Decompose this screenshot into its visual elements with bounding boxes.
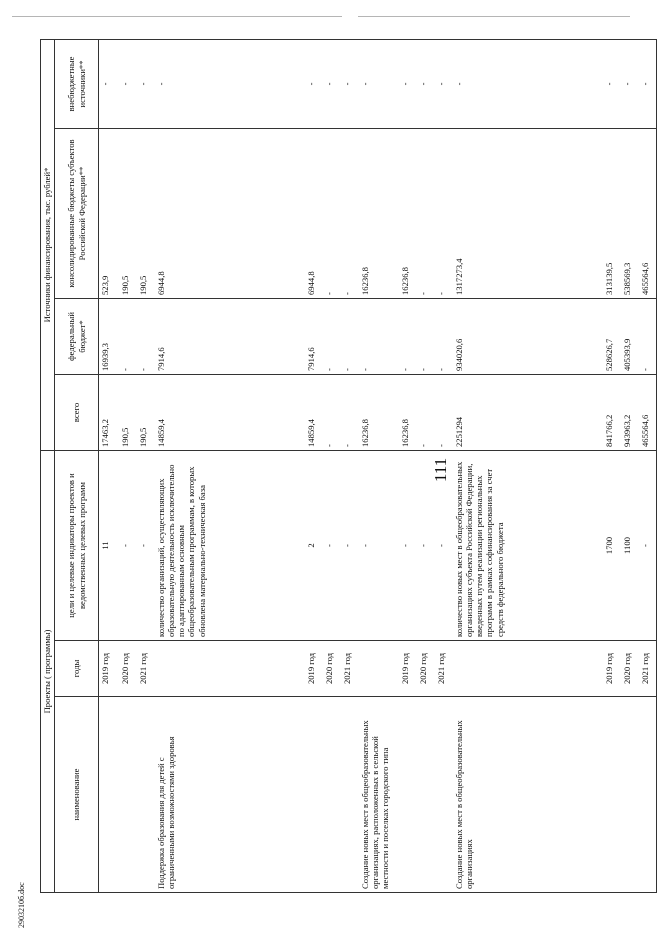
col-federal-header: федеральный бюджет*	[55, 298, 99, 374]
row-year	[359, 641, 399, 697]
row-year: 2021 год	[341, 641, 359, 697]
col-regional-header: консолидированные бюджеты субъектов Российской Федерации**	[55, 128, 99, 298]
projects-group-header: Проекты ( программы)	[41, 450, 55, 892]
row-extra: -	[603, 39, 621, 128]
row-total: 190,5	[119, 374, 137, 450]
row-total: 14859,4	[305, 374, 323, 450]
table-row	[119, 39, 137, 892]
row-year: 2019 год	[99, 641, 119, 697]
row-name: Создание новых мест в общеобразовательных организациях, расположенных в сельской местности и поселках городского типа	[359, 697, 399, 893]
row-total: 14859,4	[155, 374, 305, 450]
row-regional: 6944,8	[155, 128, 305, 298]
row-extra: -	[359, 39, 399, 128]
row-federal: -	[435, 298, 453, 374]
row-regional: -	[417, 128, 435, 298]
row-name	[323, 697, 341, 893]
row-extra: -	[435, 39, 453, 128]
row-federal: -	[417, 298, 435, 374]
top-rule-right	[358, 16, 630, 17]
row-goal: -	[435, 450, 453, 640]
row-total: 465564,6	[639, 374, 657, 450]
funding-table	[40, 39, 657, 893]
row-regional: 523,9	[99, 128, 119, 298]
row-federal: 528626,7	[603, 298, 621, 374]
table-row	[341, 39, 359, 892]
table-row	[639, 39, 657, 892]
table-body	[99, 39, 657, 892]
row-regional: 16236,8	[399, 128, 417, 298]
row-total: 17463,2	[99, 374, 119, 450]
row-regional: 538569,3	[621, 128, 639, 298]
row-name	[399, 697, 417, 893]
col-years-header: годы	[55, 641, 99, 697]
row-goal: 1100	[621, 450, 639, 640]
row-regional: 6944,8	[305, 128, 323, 298]
table-row	[399, 39, 417, 892]
row-federal: 7914,6	[305, 298, 323, 374]
row-name	[435, 697, 453, 893]
col-total-header: всего	[55, 374, 99, 450]
row-extra: -	[621, 39, 639, 128]
row-extra: -	[137, 39, 155, 128]
table-row	[453, 39, 603, 892]
row-extra: -	[323, 39, 341, 128]
row-federal: -	[359, 298, 399, 374]
table-row	[137, 39, 155, 892]
row-name	[639, 697, 657, 893]
row-total: 16236,8	[399, 374, 417, 450]
row-regional: 190,5	[137, 128, 155, 298]
row-name	[621, 697, 639, 893]
row-goal: -	[119, 450, 137, 640]
row-name	[341, 697, 359, 893]
row-goal: -	[399, 450, 417, 640]
row-regional: 465564,6	[639, 128, 657, 298]
row-federal: 16939,3	[99, 298, 119, 374]
page-number: 111	[431, 457, 450, 483]
row-year: 2019 год	[399, 641, 417, 697]
row-year: 2021 год	[435, 641, 453, 697]
row-extra: -	[305, 39, 323, 128]
row-total: 841766,2	[603, 374, 621, 450]
funding-group-header: Источники финансирования, тыс. рублей*	[41, 39, 55, 450]
row-total: -	[323, 374, 341, 450]
row-regional: -	[435, 128, 453, 298]
row-regional: 190,5	[119, 128, 137, 298]
row-goal: 1700	[603, 450, 621, 640]
table-row	[435, 39, 453, 892]
row-goal: -	[341, 450, 359, 640]
row-year: 2020 год	[119, 641, 137, 697]
row-name	[99, 697, 119, 893]
table-row	[621, 39, 639, 892]
row-federal: 7914,6	[155, 298, 305, 374]
table-row	[155, 39, 305, 892]
row-goal: -	[639, 450, 657, 640]
row-name	[305, 697, 323, 893]
row-total: -	[341, 374, 359, 450]
row-total: -	[435, 374, 453, 450]
col-name-header: наименование	[55, 697, 99, 893]
row-goal: -	[323, 450, 341, 640]
row-name	[417, 697, 435, 893]
row-name	[119, 697, 137, 893]
row-federal: -	[399, 298, 417, 374]
table-row	[359, 39, 399, 892]
row-extra: -	[639, 39, 657, 128]
row-total: 2251294	[453, 374, 603, 450]
row-federal: 934020,6	[453, 298, 603, 374]
row-name	[603, 697, 621, 893]
row-total: 190,5	[137, 374, 155, 450]
row-regional: 1317273,4	[453, 128, 603, 298]
row-extra: -	[119, 39, 137, 128]
row-year: 2021 год	[137, 641, 155, 697]
table-row	[417, 39, 435, 892]
table-row	[305, 39, 323, 892]
row-year: 2020 год	[323, 641, 341, 697]
row-goal: -	[359, 450, 399, 640]
row-name	[137, 697, 155, 893]
row-year: 2020 год	[417, 641, 435, 697]
row-federal: -	[341, 298, 359, 374]
row-total: 16236,8	[359, 374, 399, 450]
row-extra: -	[417, 39, 435, 128]
row-federal: 405393,9	[621, 298, 639, 374]
row-regional: -	[323, 128, 341, 298]
table-row	[603, 39, 621, 892]
row-year	[453, 641, 603, 697]
row-regional: -	[341, 128, 359, 298]
row-federal: -	[119, 298, 137, 374]
file-name-footer: 2903210б.doc	[17, 882, 26, 928]
rotated-table-wrapper	[40, 40, 650, 893]
row-extra: -	[99, 39, 119, 128]
row-goal: -	[137, 450, 155, 640]
row-extra: -	[453, 39, 603, 128]
row-goal: количество организаций, осуществляющих образовательную деятельность исключительно по адаптированным основным общеобразовательным программам, в которых обновлена материально-техническая база	[155, 450, 305, 640]
row-extra: -	[341, 39, 359, 128]
row-goal: количество новых мест в общеобразовательных организациях субъекта Российской Федерации, введенных путем реализации региональных программ в рамках софинансирования за счет средств федерального бюджета	[453, 450, 603, 640]
col-extra-header: внебюджетные источники**	[55, 39, 99, 128]
table-row	[323, 39, 341, 892]
col-goals-header: цели и целевые индикаторы проектов и ведомственных целевых программ	[55, 450, 99, 640]
row-federal: -	[137, 298, 155, 374]
row-year: 2019 год	[305, 641, 323, 697]
row-name: Поддержка образования для детей с ограниченными возможностями здоровья	[155, 697, 305, 893]
row-extra: -	[155, 39, 305, 128]
row-federal: -	[323, 298, 341, 374]
row-year: 2020 год	[621, 641, 639, 697]
row-total: -	[417, 374, 435, 450]
row-year: 2021 год	[639, 641, 657, 697]
row-name: Создание новых мест в общеобразовательных организациях	[453, 697, 603, 893]
row-goal: 2	[305, 450, 323, 640]
row-year	[155, 641, 305, 697]
row-goal: 11	[99, 450, 119, 640]
row-year: 2019 год	[603, 641, 621, 697]
row-regional: 313139,5	[603, 128, 621, 298]
table-row	[99, 39, 119, 892]
row-total: 943963,2	[621, 374, 639, 450]
row-regional: 16236,8	[359, 128, 399, 298]
row-federal: -	[639, 298, 657, 374]
top-rule-left	[12, 16, 342, 17]
row-extra: -	[399, 39, 417, 128]
row-goal: -	[417, 450, 435, 640]
